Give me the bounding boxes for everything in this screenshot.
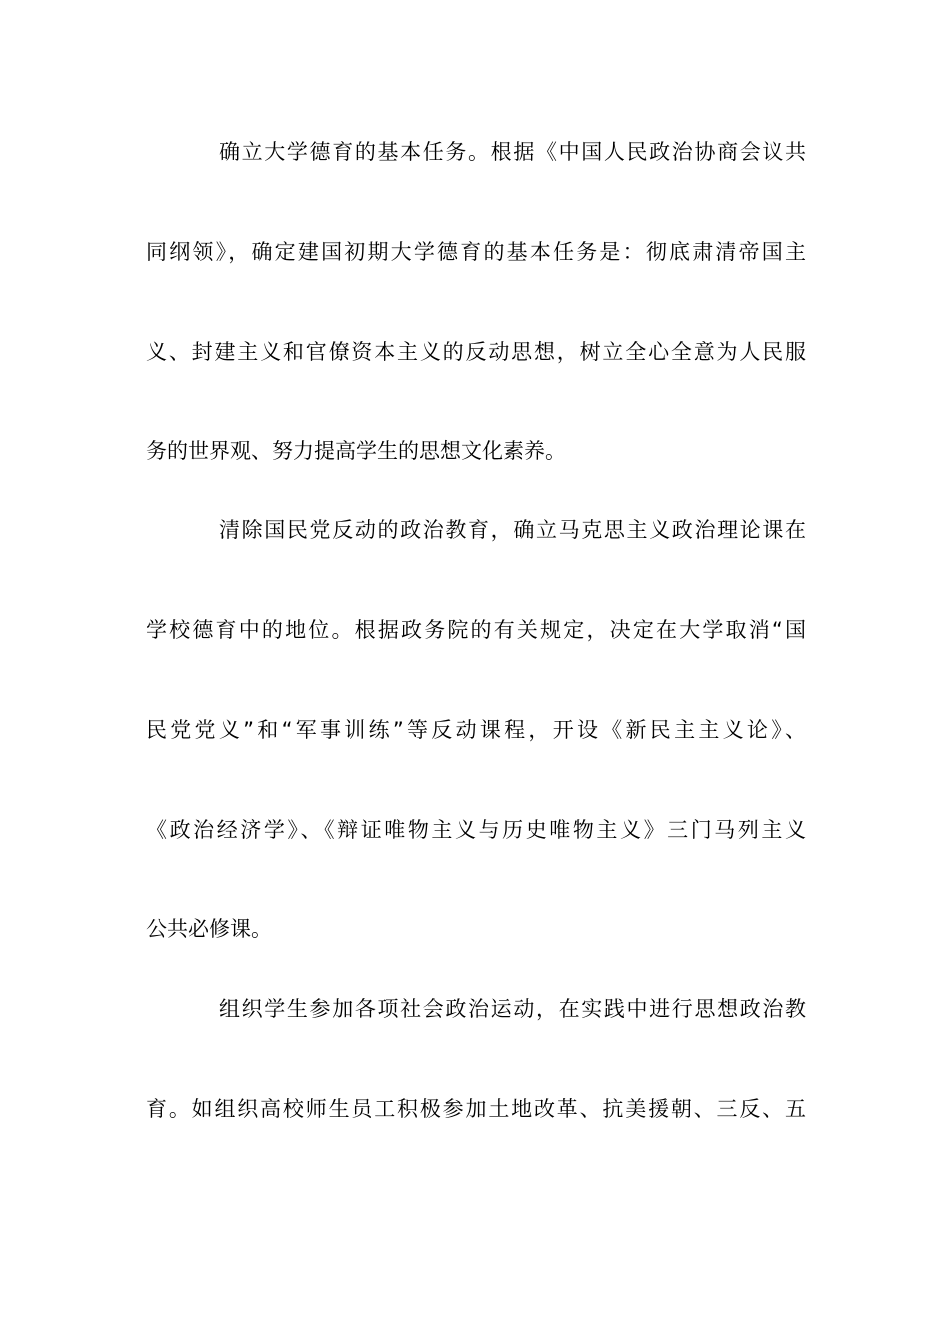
text-line: 务的世界观、努力提高学生的思想文化素养。 bbox=[146, 439, 566, 463]
text-line: 确立大学德育的基本任务。根据《中国人民政治协商会议共 bbox=[219, 140, 806, 164]
text-line: 清除国民党反动的政治教育，确立马克思主义政治理论课在 bbox=[219, 518, 806, 542]
text-line: 组织学生参加各项社会政治运动，在实践中进行思想政治教 bbox=[219, 997, 806, 1021]
text-line: 公共必修课。 bbox=[146, 917, 272, 941]
text-line: 育。如组织高校师生员工积极参加土地改革、抗美援朝、三反、五 bbox=[146, 1097, 806, 1121]
text-line: 民党党义”和“军事训练”等反动课程，开设《新民主主义论》、 bbox=[146, 718, 806, 742]
text-line: 义、封建主义和官僚资本主义的反动思想，树立全心全意为人民服 bbox=[146, 340, 806, 364]
text-line: 《政治经济学》、《辩证唯物主义与历史唯物主义》三门马列主义 bbox=[146, 818, 806, 842]
text-line: 学校德育中的地位。根据政务院的有关规定，决定在大学取消“国 bbox=[146, 618, 806, 642]
text-line: 同纲领》，确定建国初期大学德育的基本任务是：彻底肃清帝国主 bbox=[146, 240, 806, 264]
